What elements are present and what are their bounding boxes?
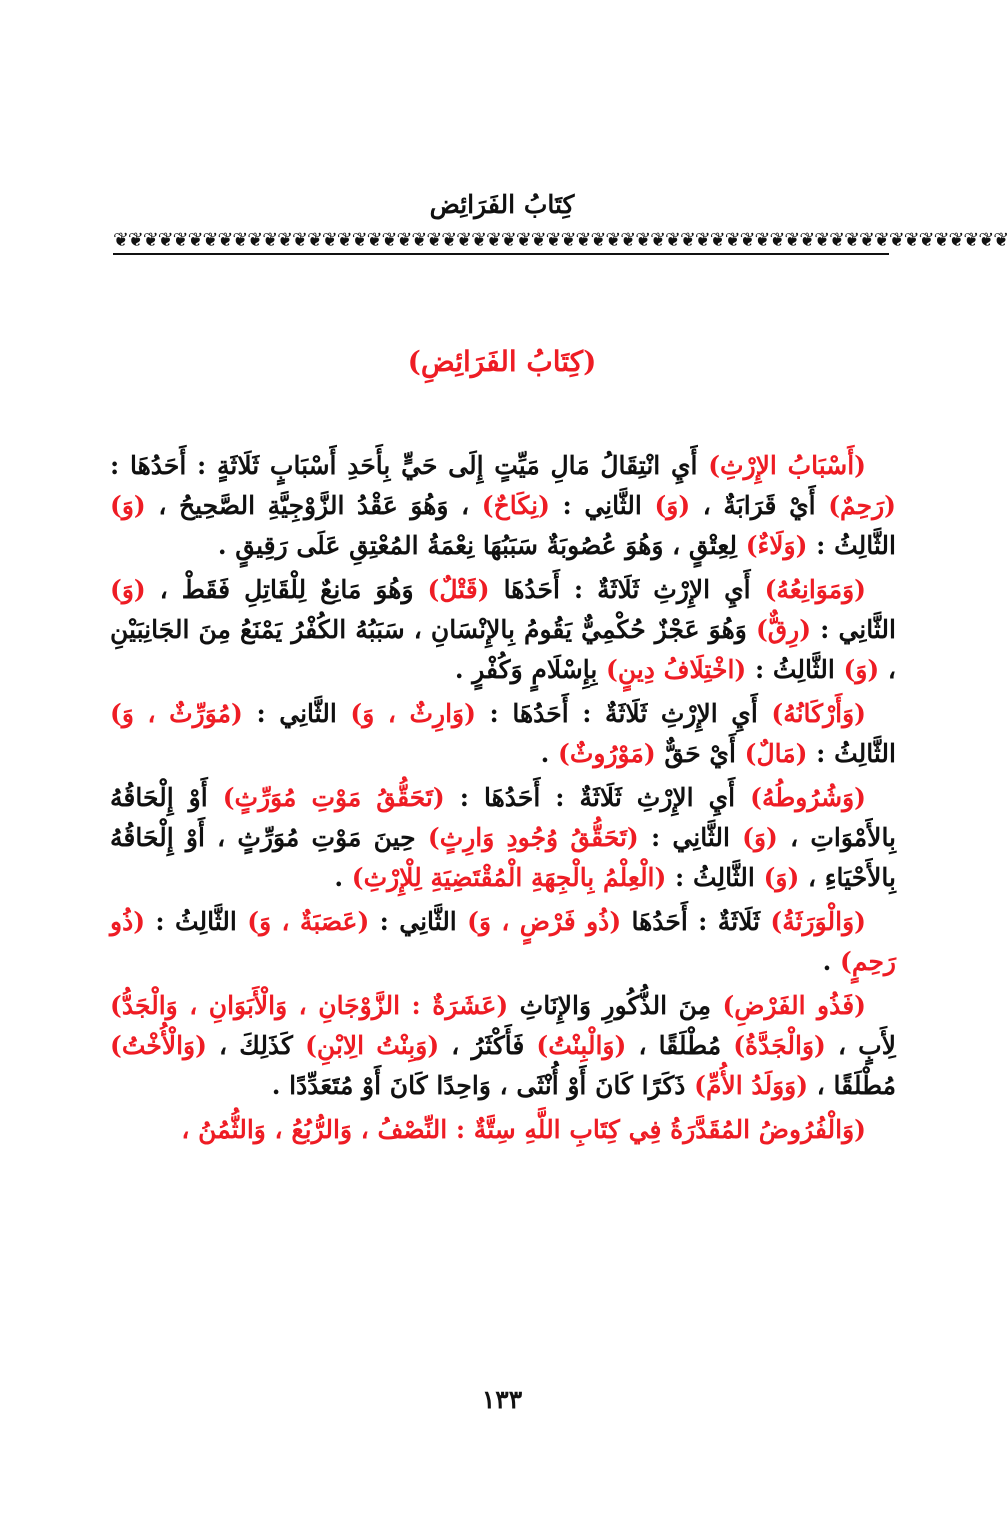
- matn-text: (وَشُرُوطُهُ): [750, 783, 866, 812]
- sharh-text: أَيِ الإِرْثِ ثَلَاثَةٌ : أَحَدُهَا: [489, 575, 765, 604]
- sharh-text: وَهُوَ عَجْزٌ حُكْمِيٌّ يَقُومُ بِالإِنْسَانِ ، سَبَبُهُ الكُفْرُ يَمْنَعُ مِنَ الجَانِبَيْنِ ،: [110, 615, 896, 684]
- matn-text: (تَحَقُّقُ مَوْتِ مُوَرِّثٍ): [222, 783, 445, 812]
- sharh-text: وَهُوَ مَانِعٌ لِلْقَاتِلِ فَقَطْ ،: [145, 575, 428, 604]
- matn-text: (فَذُو الفَرْضِ): [722, 991, 866, 1020]
- sharh-text: الثَّانِي :: [811, 615, 896, 644]
- sharh-text: الثَّانِي :: [242, 699, 351, 728]
- matn-text: (نِكَاحٌ): [481, 491, 550, 520]
- sharh-text: أَيْ حَقٌّ: [655, 739, 745, 768]
- matn-text: (وَبِنْتُ الِابْنِ): [305, 1031, 440, 1060]
- paragraph: [110, 446, 896, 566]
- sharh-text: الثَّالِثُ :: [746, 655, 844, 684]
- paragraph: [110, 778, 896, 898]
- matn-text: (وَ): [843, 655, 880, 684]
- sharh-text: مُطْلَقًا ،: [808, 1071, 896, 1100]
- matn-text: (وَالْوَرَثَةُ): [770, 907, 867, 936]
- sharh-text: ذَكَرًا كَانَ أَوْ أُنْثَى ، وَاحِدًا كَانَ أَوْ مُتَعَدِّدًا .: [271, 1071, 695, 1100]
- sharh-text: الثَّالِثُ :: [807, 739, 896, 768]
- matn-text: (وَ): [110, 575, 146, 604]
- paragraph: [110, 1110, 896, 1150]
- matn-text: (مَوْرُوثٌ): [558, 739, 656, 768]
- matn-text: (وَارِثٌ ، وَ): [350, 699, 476, 728]
- sharh-text: ، وَهُوَ عَقْدُ الزَّوْجِيَّةِ الصَّحِيحُ ،: [145, 491, 482, 520]
- sharh-text: الثَّالِثُ :: [666, 863, 764, 892]
- matn-text: (وَ): [110, 491, 146, 520]
- sharh-text: فَأَكْثَرُ ،: [439, 1031, 537, 1060]
- matn-text: (وَ): [763, 863, 800, 892]
- sharh-text: الثَّانِي :: [549, 491, 655, 520]
- matn-text: (وَ): [742, 823, 778, 852]
- matn-text: (أَسْبَابُ الإِرْثِ): [708, 451, 866, 480]
- sharh-text: .: [540, 739, 559, 768]
- sharh-text: الثَّانِي :: [638, 823, 743, 852]
- matn-text: (وَالْأُخْتُ): [110, 1031, 207, 1060]
- matn-text: (ذُو فَرْضٍ ، وَ): [467, 907, 622, 936]
- sharh-text: أَوْ إِلْحَاقُهُ بِالأَمْوَاتِ ،: [110, 783, 897, 852]
- matn-text: (وَأَرْكَانُهُ): [771, 699, 866, 728]
- sharh-text: أَيِ الإِرْثِ ثَلَاثَةٌ : أَحَدُهَا :: [444, 783, 751, 812]
- running-header: كِتَابُ الفَرَائِض: [429, 190, 575, 219]
- sharh-text: ثَلَاثَةٌ : أَحَدُهَا: [621, 907, 771, 936]
- header-divider: [113, 253, 889, 255]
- paragraph: [110, 986, 896, 1106]
- paragraph: [110, 570, 896, 690]
- matn-text: (ذُو رَحِمٍ): [110, 907, 896, 976]
- matn-text: (تَحَقُّقُ وُجُودِ وَارِثٍ): [427, 823, 639, 852]
- sharh-text: مِنَ الذُّكُورِ وَالإِنَاثِ: [508, 991, 723, 1020]
- sharh-text: الثَّانِي :: [369, 907, 468, 936]
- matn-text: (مَالٌ): [744, 739, 808, 768]
- matn-text: (وَالْجَدَّةُ): [733, 1031, 826, 1060]
- paragraph: [110, 902, 896, 982]
- matn-text: (وَالْفُرُوضُ المُقَدَّرَةُ فِي كِتَابِ اللَّهِ سِتَّةٌ : النِّصْفُ ، وَالرُّبُعُ ، وَالثُّمُنُ ،: [181, 1115, 866, 1144]
- sharh-text: كَذَلِكَ ،: [206, 1031, 306, 1060]
- chapter-title: (كِتَابُ الفَرَائِضِ): [407, 345, 597, 378]
- paragraph: [110, 694, 896, 774]
- matn-text: (اخْتِلَافُ دِينٍ): [605, 655, 747, 684]
- matn-text: (عَشَرَةٌ : الزَّوْجَانِ ، وَالْأَبَوَانِ ، وَالْجَدُّ): [110, 991, 509, 1020]
- sharh-text: لِأَبٍ ،: [825, 1031, 896, 1060]
- matn-text: (وَمَوَانِعُهُ): [764, 575, 866, 604]
- matn-text: (الْعِلْمُ بِالْجِهَةِ الْمُقْتَضِيَةِ لِلْإِرْثِ): [351, 863, 667, 892]
- matn-text: (وَلَاءٌ): [745, 531, 808, 560]
- main-text: [110, 446, 896, 1154]
- matn-text: (قَتْلٌ): [427, 575, 490, 604]
- matn-text: (رِقٌّ): [755, 615, 812, 644]
- sharh-text: الثَّالِثُ :: [145, 907, 248, 936]
- sharh-text: لِعِتْقٍ ، وَهُوَ عُصُوبَةٌ سَبَبُهَا نِعْمَةُ المُعْتِقِ عَلَى رَقِيقٍ .: [217, 531, 746, 560]
- sharh-text: حِينَ مَوْتِ مُوَرِّثٍ ، أَوْ إِلْحَاقُهُ بِالأَحْيَاءِ ،: [110, 823, 896, 892]
- sharh-text: أَيِ الإِرْثِ ثَلَاثَةٌ : أَحَدُهَا :: [475, 699, 772, 728]
- matn-text: (وَالْبِنْتُ): [536, 1031, 627, 1060]
- sharh-text: .: [822, 947, 840, 976]
- sharh-text: بِإِسْلَامٍ وَكُفْرٍ .: [454, 655, 606, 684]
- matn-text: (عَصَبَةٌ ، وَ): [247, 907, 370, 936]
- sharh-text: الثَّالِثُ :: [807, 531, 896, 560]
- matn-text: (وَوَلَدُ الأُمِّ): [694, 1071, 809, 1100]
- sharh-text: أَيِ انْتِقَالُ مَالِ مَيِّتٍ إِلَى حَيٍّ بِأَحَدِ أَسْبَابٍ ثَلَاثَةٍ : أَحَدُهَا :: [110, 451, 709, 480]
- matn-text: (وَ): [654, 491, 691, 520]
- sharh-text: .: [334, 863, 352, 892]
- sharh-text: أَيْ قَرَابَةٌ ،: [690, 491, 829, 520]
- sharh-text: مُطْلَقًا ،: [626, 1031, 734, 1060]
- matn-text: (مُوَرِّثٌ ، وَ): [110, 699, 243, 728]
- matn-text: (رَحِمٌ): [828, 491, 897, 520]
- decorative-border: ❦❦❦❦❦❦❦❦❦❦❦❦❦❦❦❦❦❦❦❦❦❦❦❦❦❦❦❦❦❦❦❦❦❦❦❦❦❦❦❦❦❦❦❦❦❦❦❦❦❦❦❦❦❦❦❦❦❦❦❦: [113, 229, 1008, 251]
- page-number: ١٣٣: [481, 1385, 523, 1414]
